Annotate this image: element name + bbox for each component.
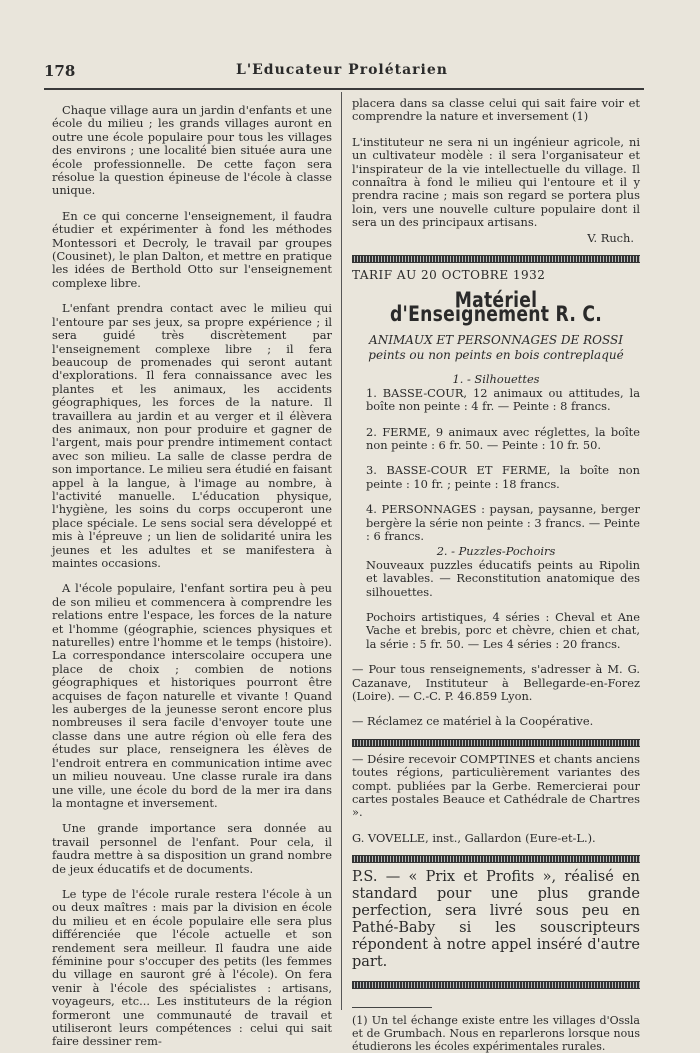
tarif-heading: TARIF AU 20 OCTOBRE 1932 [352,268,546,283]
footnote: (1) Un tel échange existe entre les villages d'Ossla et de Grumbach. Nous en reparlerons lorsque nous étudierons les écoles expérimentales rurales. [352,1014,640,1053]
ornamental-rule [352,739,640,747]
list-item: 4. PERSONNAGES : paysan, paysanne, berger bergère la série non peinte : 3 francs. — Peinte : 6 francs. [366,502,640,543]
left-column [52,104,332,1049]
section-heading: 2. - Puzzles-Pochoirs [436,544,556,559]
list-item: Nouveaux puzzles éducatifs peints au Ripolin et lavables. — Reconstitution anatomique des silhouettes. [366,557,640,599]
ps-notice: P.S. — « Prix et Profits », réalisé en standard pour une plus grande perfection, sera livré sous peu en Pathé-Baby si les souscripteurs répondent à notre appel inséré d'autre part. [352,869,640,971]
list-item: 2. FERME, 9 animaux avec réglettes, la boîte non peinte : 6 fr. 50. — Peinte : 10 fr. 50. [366,424,640,452]
comptines-notice: — Désire recevoir COMPTINES et chants anciens toutes régions, particulièrement variantes des compt. publiées par la Gerbe. Remercierai pour cartes postales Beauce et Cathédrale de Chartres ». [352,751,640,820]
list-item: Pochoirs artistiques, 4 séries : Cheval et Ane Vache et brebis, porc et chèvre, chien et chat, la série : 5 fr. 50. — Les 4 séries : 20 francs. [366,609,640,651]
paragraph: A l'école populaire, l'enfant sortira peu à peu de son milieu et commencera à comprendre les relations entre l'espace, les forces de la nature et l'homme (géographie, sciences physiques et naturelles) entre l'homme et le temps (histoire). La correspondance interscolaire occupera une place de choix ; combien de notions géographiques et historiques pourront être acquises de façon naturelle et vivante ! Quand les auberges de la jeunesse seront encore plus nombreuses il sera facile d'envoyer toute une classe dans une autre région où elle fera des études sur place, renseignera les élèves de l'endroit entrera en communication intime avec un milieu nouveau. Une classe rurale ira dans une ville, une école du bord de la mer ira dans la montagne et inversement. [52,581,332,810]
materiel-subtitle: ANIMAUX ET PERSONNAGES DE ROSSI [369,333,623,348]
column-divider [341,92,342,1010]
comptines-signature: G. VOVELLE, inst., Gallardon (Eure-et-L.). [352,830,596,845]
materiel-subtitle-2: peints ou non peints en bois contreplaqué [368,348,624,363]
header-rule [44,88,644,90]
paragraph: Le type de l'école rurale restera l'école à un ou deux maîtres : mais par la division en école du milieu et en école populaire elle sera plus différenciée que l'école actuelle et son rendement sera meilleur. Il faudra une aide féminine pour s'occuper des petits (les femmes du village en sauront gré à l'école). On fera venir à l'école des spécialistes : artisans, voyageurs, etc... Les instituteurs de la région formeront une communauté de travail et utiliseront leurs compétences : celui qui sait faire dessiner rem- [52,886,332,1049]
right-column [352,97,640,1053]
page-number: 178 [44,62,76,80]
list-item: 1. BASSE-COUR, 12 animaux ou attitudes, la boîte non peinte : 4 fr. — Peinte : 8 francs. [366,385,640,414]
list-item: — Réclamez ce matériel à la Coopérative. [352,714,594,729]
signature: V. Ruch. [587,230,634,245]
ornamental-rule [352,255,640,263]
page-header [44,60,644,82]
list-item: 3. BASSE-COUR ET FERME, la boîte non peinte : 10 fr. ; peinte : 18 francs. [366,463,640,491]
materiel-title: Matériel d'Enseignement R. C. [389,288,603,326]
paragraph: L'enfant prendra contact avec le milieu qui l'entoure par ses jeux, sa propre expérience ; il sera guidé très discrètement par l'enseignement complexe libre ; il fera beaucoup de promenades qui seront autant d'explorations. Il fera connaissance avec les plantes et les animaux, les accidents géographiques, les forces de la nature. Il travaillera au jardin et au verger et il élèvera des animaux, non pour produire et gagner de l'argent, mais pour prendre intimement contact avec son milieu. La salle de classe perdra de son importance. Le milieu sera étudié en faisant appel à la langue, à l'image au nombre, à l'activité manuelle. L'éducation physique, l'hygiène, les soins du corps occuperont une place spéciale. Le sens social sera développé et mis à l'épreuve ; un lien de solidarité unira les jeunes et les adultes et se manifestera à maintes occasions. [52,301,332,570]
footnote-rule [352,1007,432,1008]
ornamental-rule [352,855,640,863]
paragraph: Une grande importance sera donnée au travail personnel de l'enfant. Pour cela, il faudra mettre à sa disposition un grand nombre de jeux éducatifs et de documents. [52,821,332,876]
paragraph: En ce qui concerne l'enseignement, il faudra étudier et expérimenter à fond les méthodes Montessori et Decroly, le travail par groupes (Cousinet), le plan Dalton, et mettre en pratique les idées de Berthold Otto sur l'enseignement complexe libre. [52,208,332,290]
paragraph: placera dans sa classe celui qui sait faire voir et comprendre la nature et inversement (1) [352,96,640,124]
section-heading: 1. - Silhouettes [452,372,540,387]
paragraph: Chaque village aura un jardin d'enfants et une école du milieu ; les grands villages auront en outre une école populaire pour tous les villages des environs ; une localité bien située aura une école professionnelle. De cette façon sera résolue la question épineuse de l'école à classe unique. [52,103,332,198]
list-item: — Pour tous renseignements, s'adresser à M. G. Cazanave, Instituteur à Bellegarde-en-Forez (Loire). — C.-C. P. 46.859 Lyon. [352,662,640,703]
journal-title: L'Educateur Prolétarien [236,62,448,78]
paragraph: L'instituteur ne sera ni un ingénieur agricole, ni un cultivateur modèle : il sera l'organisateur et l'inspirateur de la vie intellectuelle du village. Il connaîtra à fond le milieu qui l'entoure et il y prendra racine ; mais son regard se portera plus loin, vers une nouvelle culture populaire dont il sera un des principaux artisans. [352,134,640,230]
ornamental-rule [352,981,640,989]
